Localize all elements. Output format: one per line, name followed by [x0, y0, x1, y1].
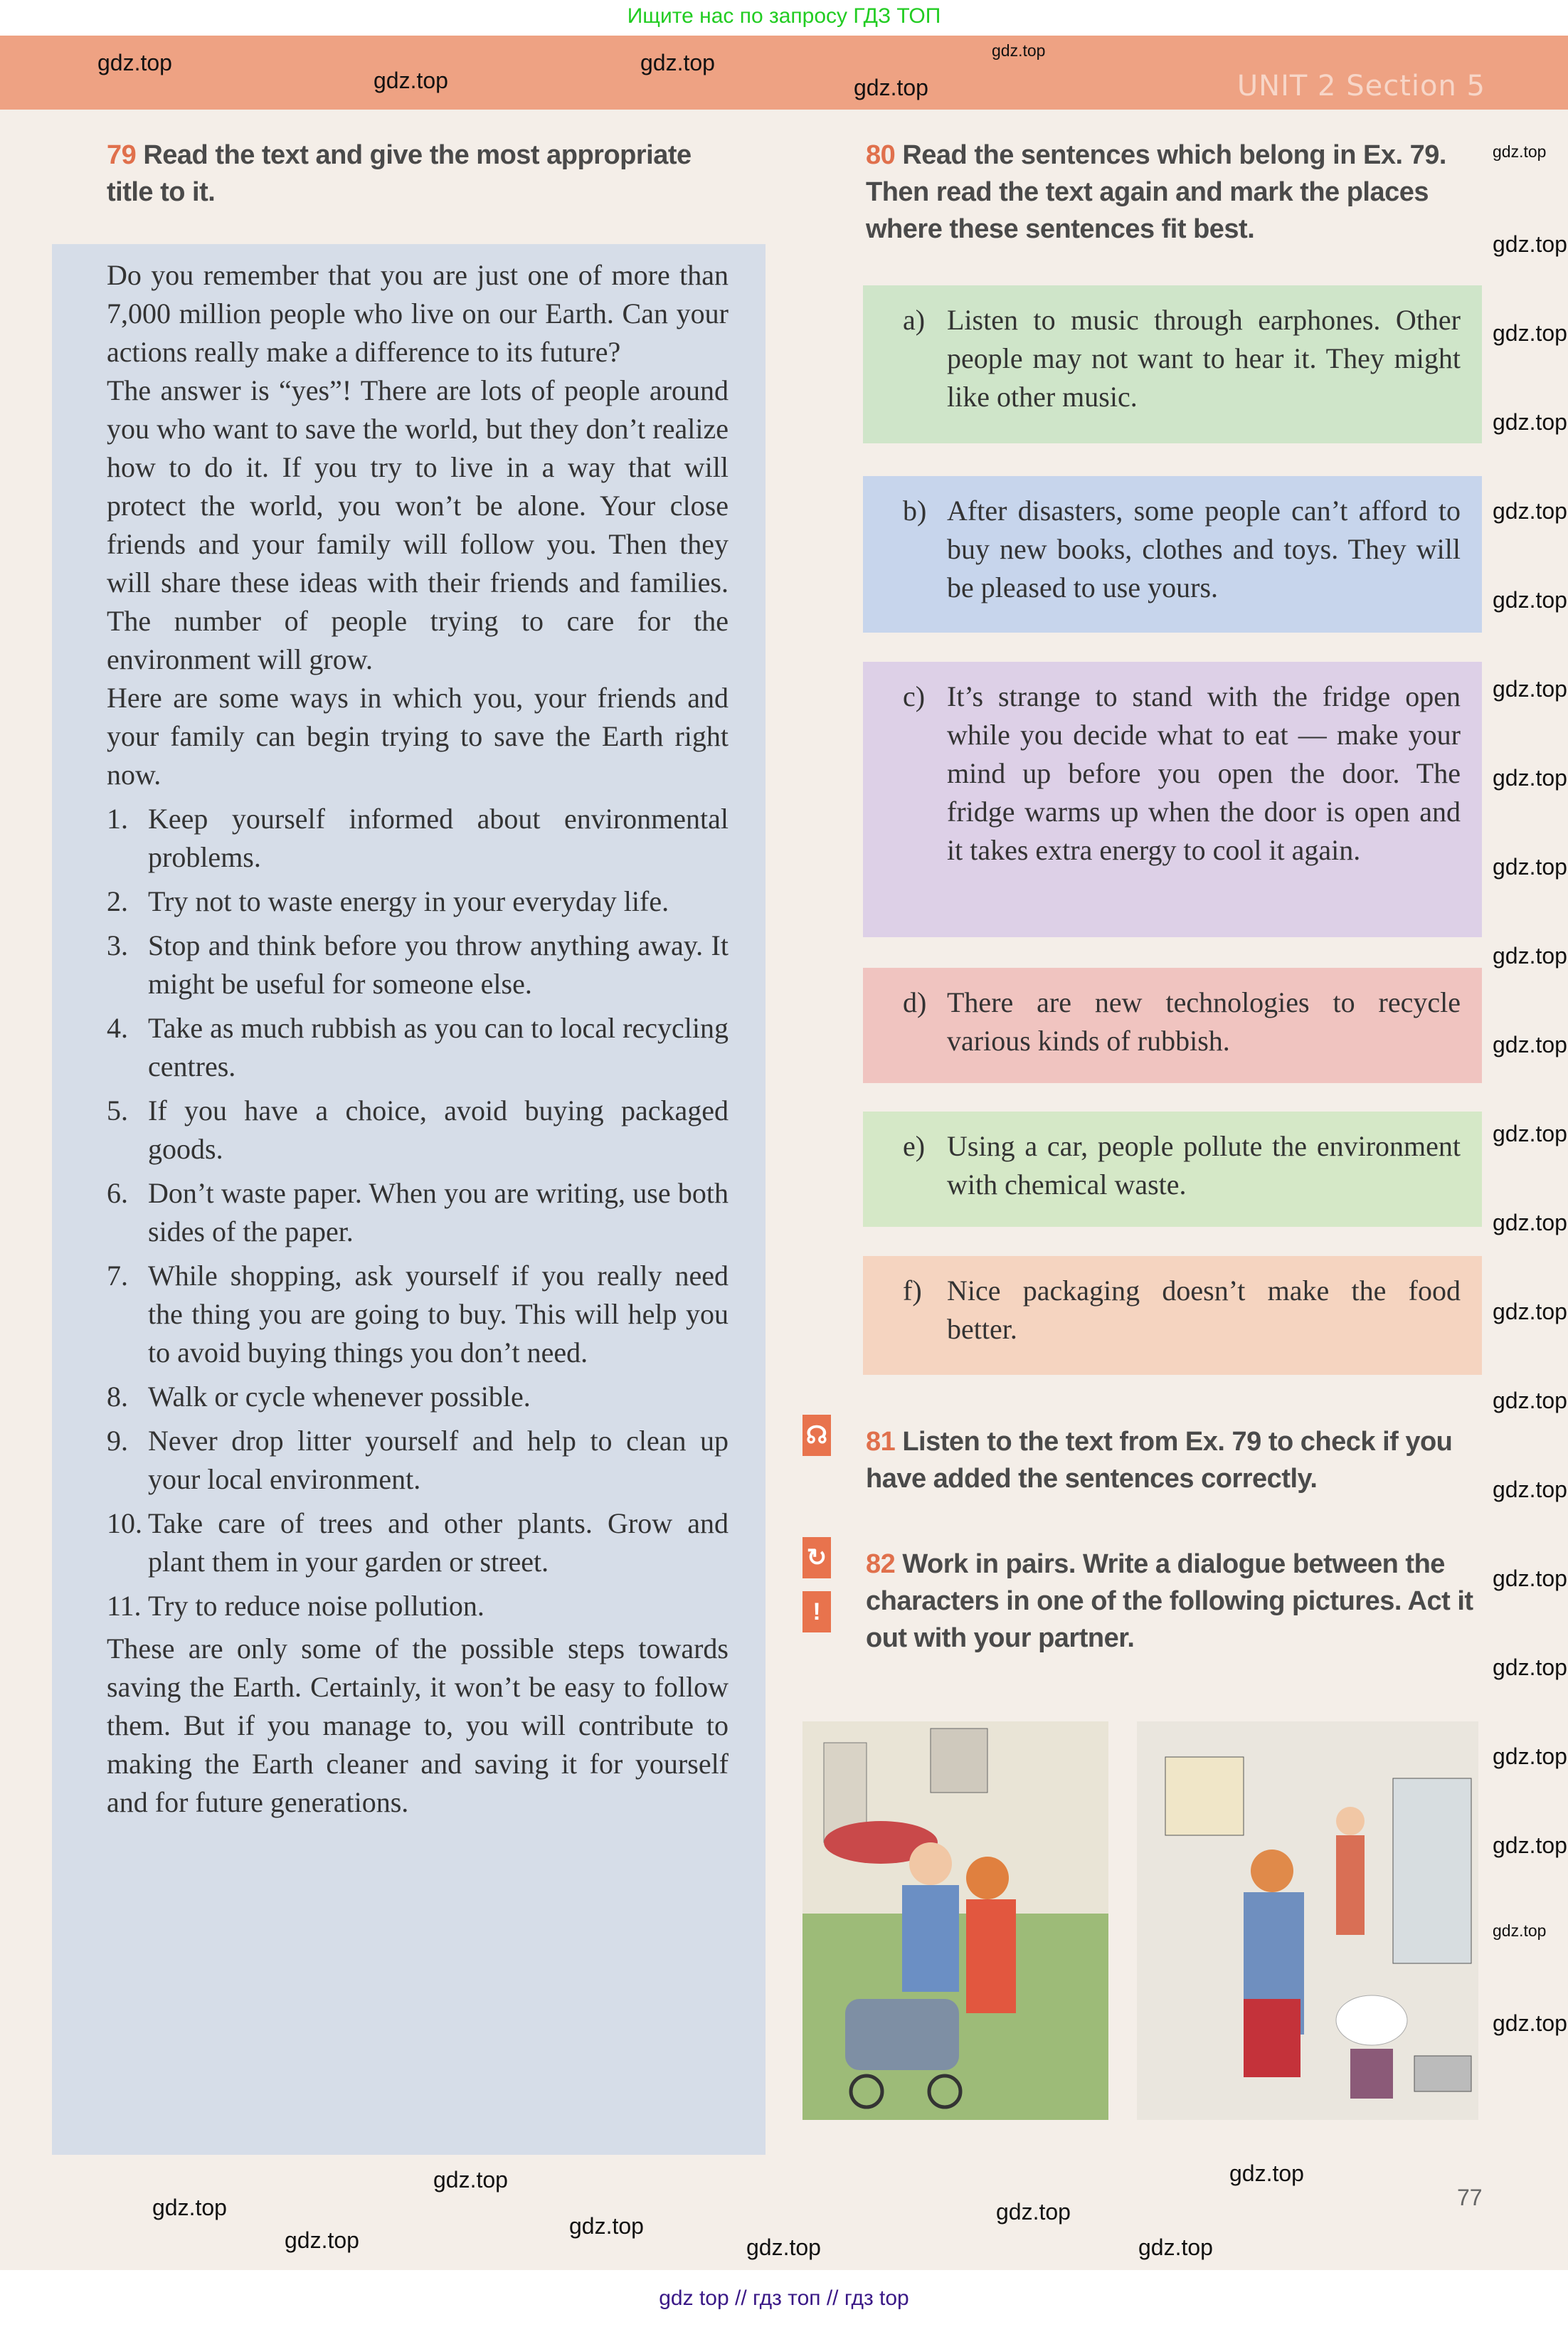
- watermark: gdz.top: [1493, 498, 1567, 524]
- item-number: 11.: [107, 1590, 142, 1622]
- exercise-number: 81: [866, 1427, 896, 1457]
- exercise-82-title: [866, 1546, 1478, 1657]
- item-number: 6.: [107, 1177, 128, 1209]
- picture-kitchen-fridge: [1137, 1721, 1478, 2120]
- steps-list: [107, 800, 729, 1625]
- paragraph: Here are some ways in which you, your friends and your family can begin trying to save the Earth right now.: [107, 682, 729, 791]
- list-item: [107, 1378, 729, 1416]
- sentence-label: a): [903, 304, 926, 336]
- watermark: gdz.top: [152, 2195, 227, 2220]
- item-text: Take care of trees and other plants. Grow and plant them in your garden or street.: [148, 1507, 729, 1578]
- item-text: If you have a choice, avoid buying packaged goods.: [148, 1094, 729, 1165]
- watermark: gdz.top: [854, 75, 928, 100]
- list-item: [107, 882, 729, 921]
- item-number: 7.: [107, 1260, 128, 1292]
- item-text: Take as much rubbish as you can to local recycling centres.: [148, 1012, 729, 1082]
- list-item: [107, 1092, 729, 1168]
- sentence-label: d): [903, 986, 927, 1018]
- exercise-number: 80: [866, 140, 896, 170]
- item-text: Don’t waste paper. When you are writing, use both sides of the paper.: [148, 1177, 729, 1247]
- list-item: [107, 800, 729, 877]
- watermark: gdz.top: [1493, 854, 1567, 880]
- item-number: 1.: [107, 803, 128, 835]
- item-number: 3.: [107, 929, 128, 961]
- watermark: gdz.top: [1493, 1477, 1567, 1502]
- list-item: [107, 1587, 729, 1625]
- watermark: gdz.top: [1493, 1032, 1567, 1057]
- watermark: gdz.top: [1493, 1566, 1567, 1591]
- watermark: gdz.top: [1493, 2010, 1567, 2036]
- sentence-label: e): [903, 1130, 926, 1162]
- exercise-title-text: Listen to the text from Ex. 79 to check if you have added the sentences correctly.: [866, 1427, 1453, 1494]
- watermark: gdz.top: [285, 2227, 359, 2253]
- sentence-label: b): [903, 495, 927, 527]
- watermark: gdz.top: [1493, 142, 1547, 161]
- watermark: gdz.top: [97, 50, 172, 75]
- item-text: Try not to waste energy in your everyday life.: [148, 885, 669, 917]
- pair-work-icon: ↻: [802, 1537, 831, 1578]
- watermark: gdz.top: [746, 2234, 821, 2260]
- watermark: gdz.top: [1493, 1743, 1567, 1769]
- item-number: 2.: [107, 885, 128, 917]
- watermark: gdz.top: [1493, 409, 1567, 435]
- sentence-box: [863, 968, 1482, 1083]
- item-number: 9.: [107, 1425, 128, 1457]
- sentence-text: Nice packaging doesn’t make the food better.: [947, 1275, 1461, 1345]
- search-banner: [0, 0, 1568, 36]
- sentence-box: [863, 662, 1482, 937]
- item-text: Never drop litter yourself and help to clean up your local environment.: [148, 1425, 729, 1495]
- exercise-79-title: [107, 137, 719, 211]
- watermark: gdz.top: [1493, 943, 1567, 969]
- sentence-label: c): [903, 680, 926, 712]
- watermark: gdz.top: [569, 2213, 644, 2239]
- footer-banner: [0, 2270, 1568, 2318]
- watermark: gdz.top: [996, 2199, 1071, 2225]
- sentence-text: There are new technologies to recycle various kinds of rubbish.: [947, 986, 1461, 1057]
- item-text: Keep yourself informed about environmental problems.: [148, 803, 729, 873]
- watermark: gdz.top: [1493, 1388, 1567, 1413]
- item-text: Stop and think before you throw anything away. It might be useful for someone else.: [148, 929, 729, 1000]
- list-item: [107, 1174, 729, 1251]
- headphones-icon: ☊: [802, 1415, 831, 1456]
- exercise-title-text: Work in pairs. Write a dialogue between the characters in one of the following pictures. Act it out with your partner.: [866, 1549, 1473, 1653]
- sentence-box: [863, 476, 1482, 633]
- watermark: gdz.top: [374, 68, 448, 93]
- item-text: Try to reduce noise pollution.: [148, 1590, 484, 1622]
- exercise-number: 82: [866, 1549, 896, 1579]
- list-item: [107, 927, 729, 1003]
- item-text: Walk or cycle whenever possible.: [148, 1381, 531, 1413]
- watermark: gdz.top: [1493, 1210, 1567, 1235]
- item-number: 8.: [107, 1381, 128, 1413]
- page-number: 77: [1457, 2185, 1483, 2210]
- item-number: 10.: [107, 1507, 142, 1539]
- attention-icon: !: [802, 1591, 831, 1632]
- closing-paragraph: These are only some of the possible steps towards saving the Earth. Certainly, it won’t be easy to follow them. But if you manage to, you will contribute to making the Earth cleaner and saving it for yourself and for future generations.: [107, 1632, 729, 1818]
- sentence-box: [863, 1112, 1482, 1227]
- sentence-label: f): [903, 1275, 922, 1307]
- watermark: gdz.top: [640, 50, 715, 75]
- dialogue-pictures: [802, 1714, 1482, 2128]
- sentence-text: Listen to music through earphones. Other people may not want to hear it. They might like other music.: [947, 304, 1461, 413]
- item-number: 4.: [107, 1012, 128, 1044]
- exercise-80-title: [866, 137, 1478, 248]
- sentence-text: After disasters, some people can’t afford to buy new books, clothes and toys. They will be pleased to use yours.: [947, 495, 1461, 603]
- sentence-box: [863, 1256, 1482, 1375]
- unit-section-label: UNIT 2 Section 5: [1236, 70, 1485, 102]
- list-item: [107, 1009, 729, 1086]
- watermark: gdz.top: [433, 2167, 508, 2193]
- item-number: 5.: [107, 1094, 128, 1126]
- watermark: gdz.top: [1493, 1921, 1547, 1940]
- watermark: gdz.top: [1493, 1832, 1567, 1858]
- sentence-text: It’s strange to stand with the fridge open while you decide what to eat — make your mind up before you open the door. The fridge warms up when the door is open and it takes extra energy to cool it again.: [947, 680, 1461, 866]
- watermark: gdz.top: [1138, 2234, 1213, 2260]
- list-item: [107, 1504, 729, 1581]
- banner-text: Ищите нас по запросу ГДЗ ТОП: [627, 4, 941, 28]
- watermark: gdz.top: [1493, 1655, 1567, 1680]
- watermark: gdz.top: [1493, 765, 1567, 791]
- reading-text: [107, 256, 729, 1822]
- exercise-title-text: Read the sentences which belong in Ex. 79. Then read the text again and mark the places where these sentences fit best.: [866, 140, 1446, 244]
- watermark: gdz.top: [1493, 1299, 1567, 1324]
- watermark: gdz.top: [1493, 676, 1567, 702]
- exercise-81-title: [866, 1423, 1478, 1497]
- picture-street-noise: [802, 1721, 1108, 2120]
- watermark: gdz.top: [1493, 1121, 1567, 1146]
- footer-text: gdz top // гдз топ // гдз top: [659, 2286, 909, 2310]
- list-item: [107, 1422, 729, 1499]
- watermark: gdz.top: [1493, 231, 1567, 257]
- list-item: [107, 1257, 729, 1372]
- watermark: gdz.top: [1493, 320, 1567, 346]
- watermark: gdz.top: [1493, 587, 1567, 613]
- exercise-title-text: Read the text and give the most appropriate title to it.: [107, 140, 692, 207]
- paragraph: Do you remember that you are just one of more than 7,000 million people who live on our Earth. Can your actions really make a difference to its future?: [107, 259, 729, 368]
- exercise-number: 79: [107, 140, 137, 170]
- sentence-box: [863, 285, 1482, 443]
- item-text: While shopping, ask yourself if you really need the thing you are going to buy. This will help you to avoid buying things you don’t need.: [148, 1260, 729, 1368]
- sentence-text: Using a car, people pollute the environment with chemical waste.: [947, 1130, 1461, 1201]
- paragraph: The answer is “yes”! There are lots of people around you who want to save the world, but they don’t realize how to do it. If you try to live in a way that will protect the world, you won’t be alone. Your close friends and your family will follow you. Then they will share these ideas with their friends and families. The number of people trying to care for the environment will grow.: [107, 374, 729, 675]
- watermark: gdz.top: [992, 41, 1046, 60]
- watermark: gdz.top: [1229, 2160, 1304, 2186]
